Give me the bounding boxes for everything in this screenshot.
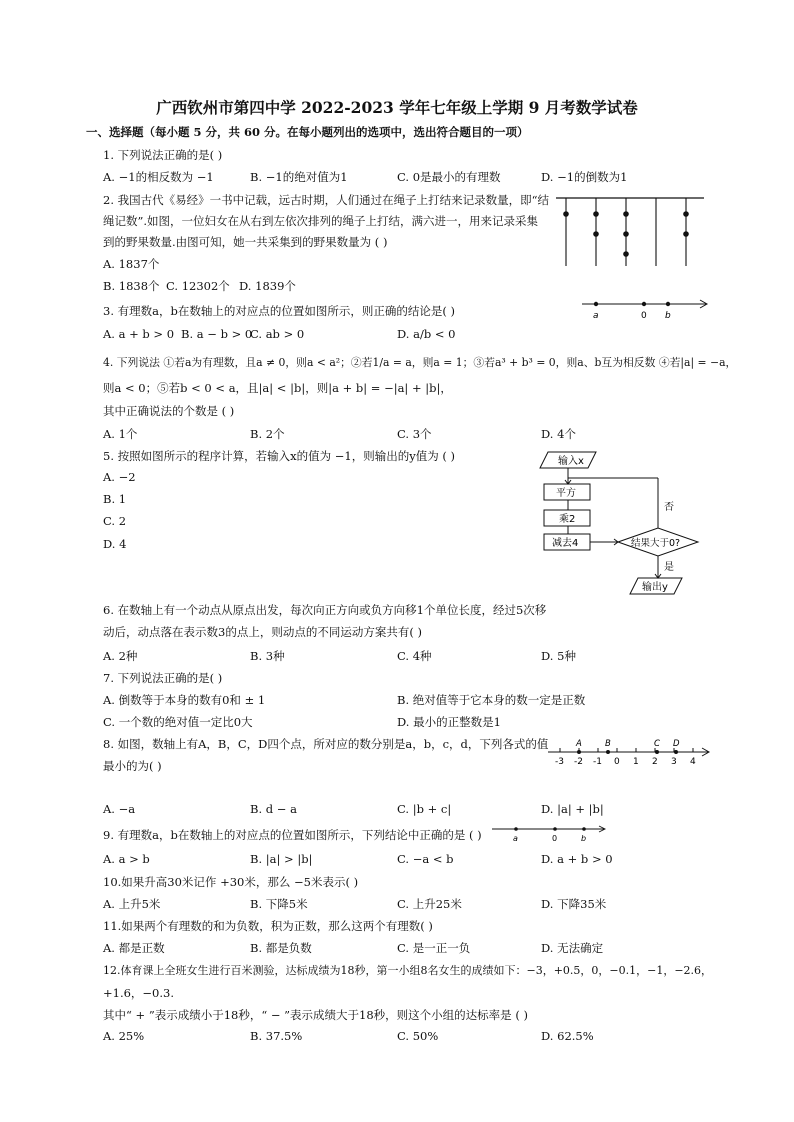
q8-tick-neg3: -3: [555, 757, 564, 767]
q8-point-c: C: [654, 739, 660, 749]
q3-option-c: C. ab > 0: [250, 327, 305, 341]
q3-option-d: D. a/b < 0: [397, 327, 456, 341]
q3-label-a: a: [593, 311, 599, 321]
q6-option-a: A. 2种: [103, 649, 138, 663]
q4-option-d: D. 4个: [541, 427, 576, 441]
q8-tick-0: 0: [614, 757, 620, 767]
section-heading: 一、选择题（每小题 5 分，共 60 分。在每小题列出的选项中，选出符合题目的一项）: [86, 125, 529, 139]
q5-stem: 5. 按照如图所示的程序计算，若输入x的值为 −1，则输出的y值为 ( ): [103, 449, 455, 463]
q8-tick-neg1: -1: [593, 757, 602, 767]
q8-option-b: B. d − a: [250, 802, 297, 816]
q2-option-a: A. 1837个: [103, 257, 160, 271]
q4-option-c: C. 3个: [397, 427, 432, 441]
q11-stem: 11.如果两个有理数的和为负数，积为正数，那么这两个有理数( ): [103, 919, 433, 933]
q10-option-c: C. 上升25米: [397, 897, 462, 911]
q8-tick-2: 2: [652, 757, 658, 767]
q12-option-d: D. 62.5%: [541, 1029, 594, 1043]
q8-point-a: A: [576, 739, 582, 749]
q9-number-line: [490, 822, 608, 844]
q1-option-c: C. 0是最小的有理数: [397, 170, 501, 184]
q12-stem-line1: 12.体育课上全班女生进行百米测验，达标成绩为18秒，第一小组8名女生的成绩如下：−3，+0.5，0，−0.1，−1，−2.6，: [103, 964, 713, 977]
q12-option-b: B. 37.5%: [250, 1029, 303, 1043]
q10-option-a: A. 上升5米: [103, 897, 161, 911]
q12-stem-line2: +1.6，−0.3.: [103, 986, 175, 1000]
q5-option-a: A. −2: [103, 470, 136, 484]
q6-stem-line1: 6. 在数轴上有一个动点从原点出发，每次向正方向或负方向移1个单位长度，经过5次移: [103, 603, 547, 617]
q4-option-b: B. 2个: [250, 427, 285, 441]
q4-option-a: A. 1个: [103, 427, 138, 441]
q8-option-d: D. |a| + |b|: [541, 802, 604, 816]
page-title: 广西钦州市第四中学 2022-2023 学年七年级上学期 9 月考数学试卷: [156, 98, 638, 117]
q3-option-a: A. a + b > 0: [103, 327, 175, 341]
q12-stem-line3: 其中“ + ”表示成绩小于18秒，“ − ”表示成绩大于18秒，则这个小组的达标率是 ( ): [103, 1008, 528, 1022]
q2-option-d: D. 1839个: [239, 279, 296, 293]
q1-stem: 1. 下列说法正确的是( ): [103, 148, 223, 162]
flow-minus4-label: 减去4: [552, 538, 579, 549]
q3-stem: 3. 有理数a，b在数轴上的对应点的位置如图所示，则正确的结论是( ): [103, 304, 455, 318]
q1-option-a: A. −1的相反数为 −1: [103, 170, 214, 184]
q12-option-c: C. 50%: [397, 1029, 439, 1043]
q2-stem-line2: 绳记数”.如图，一位妇女在从右到左依次排列的绳子上打结，满六进一，用来记录采集: [103, 214, 539, 228]
q8-option-a: A. −a: [103, 802, 136, 816]
q7-option-b: B. 绝对值等于它本身的数一定是正数: [397, 693, 586, 707]
q2-option-b: B. 1838个: [103, 279, 160, 293]
flow-decision-label: 结果大于0?: [631, 538, 681, 549]
q5-option-b: B. 1: [103, 492, 127, 506]
q4-stem-line2: 则a < 0；⑤若b < 0 < a，且|a| < |b|，则|a + b| = −|a| + |b|，: [103, 381, 452, 395]
q9-option-c: C. −a < b: [397, 852, 454, 866]
q7-option-a: A. 倒数等于本身的数有0和 ± 1: [103, 693, 266, 707]
q8-point-d: D: [673, 739, 680, 749]
q3-number-line: [580, 296, 710, 322]
q4-stem-line1: 4. 下列说法 ①若a为有理数，且a ≠ 0，则a < a²；②若1/a = a，则a = 1；③若a³ + b³ = 0，则a、b互为相反数 ④若|a| = −a，: [103, 356, 737, 369]
q8-option-c: C. |b + c|: [397, 802, 452, 816]
q1-option-d: D. −1的倒数为1: [541, 170, 628, 184]
q9-label-a: a: [513, 834, 518, 843]
q6-option-b: B. 3种: [250, 649, 285, 663]
q3-label-b: b: [665, 311, 671, 321]
q11-option-a: A. 都是正数: [103, 941, 165, 955]
q10-option-b: B. 下降5米: [250, 897, 308, 911]
q7-stem: 7. 下列说法正确的是( ): [103, 671, 223, 685]
q8-tick-1: 1: [633, 757, 639, 767]
q5-option-c: C. 2: [103, 514, 127, 528]
q2-stem-line3: 到的野果数量.由图可知，她一共采集到的野果数量为 ( ): [103, 235, 388, 249]
flow-input-label: 输入x: [558, 456, 584, 467]
flow-square-label: 平方: [556, 488, 576, 499]
flow-output-label: 输出y: [642, 582, 668, 593]
q6-option-d: D. 5种: [541, 649, 576, 663]
q9-label-zero: 0: [552, 834, 558, 843]
flow-yes-label: 是: [664, 562, 674, 573]
q2-stem-line1: 2. 我国古代《易经》一书中记载，远古时期，人们通过在绳子上打结来记录数量，即“结: [103, 193, 550, 207]
q4-stem-line3: 其中正确说法的个数是 ( ): [103, 404, 235, 418]
q8-stem-line1: 8. 如图，数轴上有A，B，C，D四个点，所对应的数分别是a，b，c，d，下列各式的值: [103, 737, 549, 751]
q9-option-a: A. a > b: [103, 852, 150, 866]
q9-option-b: B. |a| > |b|: [250, 852, 313, 866]
q2-option-c: C. 12302个: [166, 279, 230, 293]
q8-tick-neg2: -2: [574, 757, 583, 767]
q10-option-d: D. 下降35米: [541, 897, 607, 911]
q7-option-d: D. 最小的正整数是1: [397, 715, 501, 729]
q9-stem: 9. 有理数a，b在数轴上的对应点的位置如图所示，下列结论中正确的是 ( ): [103, 828, 482, 842]
q9-option-d: D. a + b > 0: [541, 852, 613, 866]
knot-rope-figure: [550, 190, 710, 270]
q11-option-d: D. 无法确定: [541, 941, 604, 955]
q8-tick-4: 4: [690, 757, 696, 767]
q12-option-a: A. 25%: [103, 1029, 145, 1043]
q1-option-b: B. −1的绝对值为1: [250, 170, 348, 184]
q8-tick-3: 3: [671, 757, 677, 767]
q5-option-d: D. 4: [103, 537, 127, 551]
q6-option-c: C. 4种: [397, 649, 432, 663]
q3-label-zero: 0: [641, 311, 647, 321]
q8-stem-line2: 最小的为( ): [103, 759, 162, 773]
q9-label-b: b: [581, 834, 587, 843]
q7-option-c: C. 一个数的绝对值一定比0大: [103, 715, 253, 729]
flow-no-label: 否: [664, 502, 674, 513]
q3-option-b: B. a − b > 0: [181, 327, 253, 341]
q6-stem-line2: 动后，动点落在表示数3的点上，则动点的不同运动方案共有( ): [103, 625, 422, 639]
q11-option-b: B. 都是负数: [250, 941, 312, 955]
q8-number-line: [546, 736, 712, 770]
q10-stem: 10.如果升高30米记作 +30米，那么 −5米表示( ): [103, 875, 359, 889]
q8-point-b: B: [605, 739, 611, 749]
q11-option-c: C. 是一正一负: [397, 941, 471, 955]
flowchart-figure: [538, 448, 718, 600]
flow-times2-label: 乘2: [559, 514, 576, 525]
